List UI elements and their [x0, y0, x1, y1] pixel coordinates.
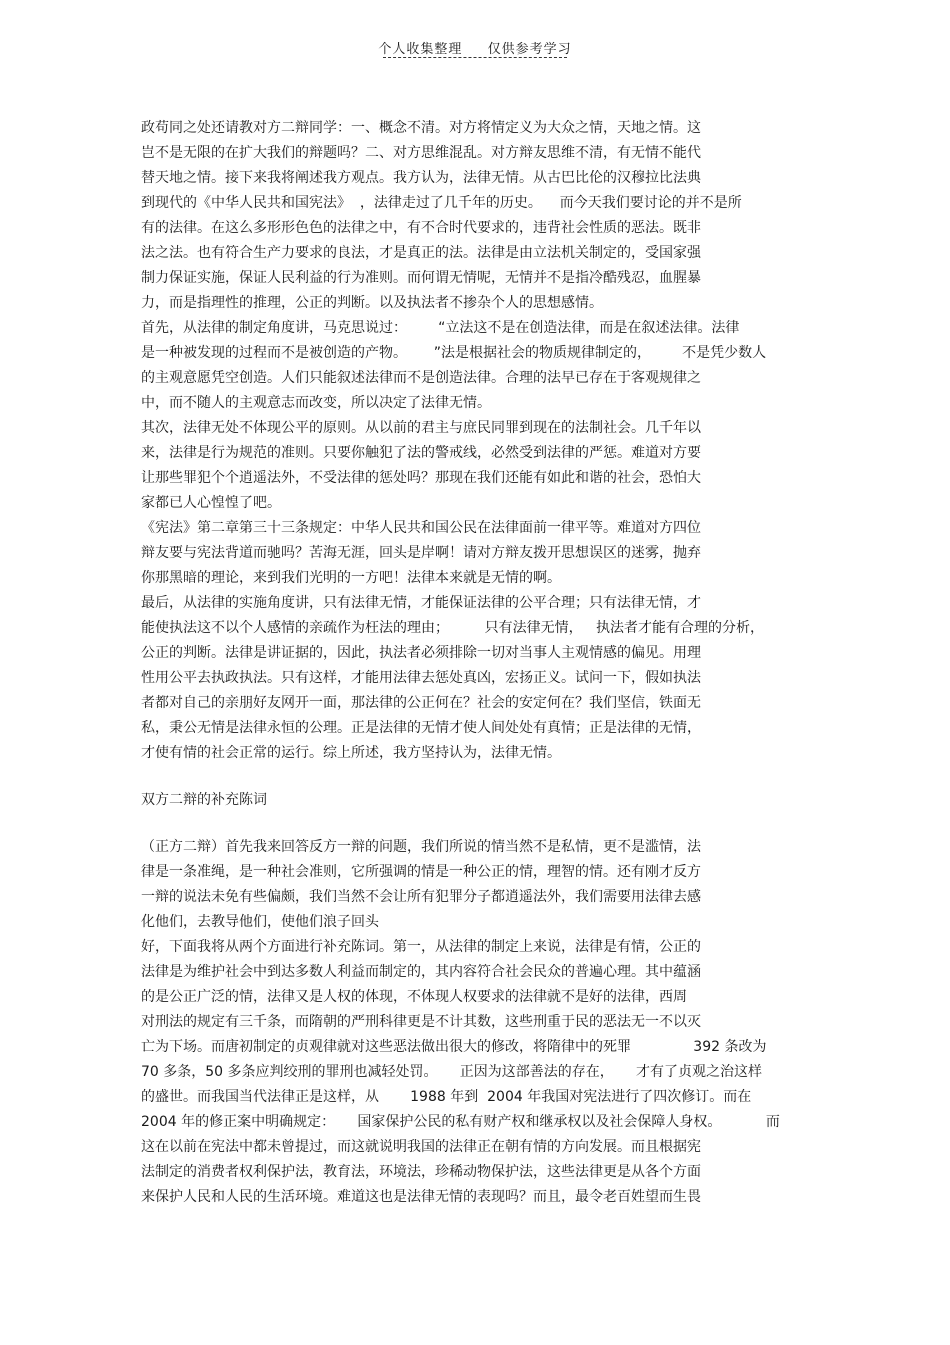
text-line: 岂不是无限的在扩大我们的辩题吗？二、对方思维混乱。对方辩友思维不清，有无情不能代	[141, 145, 701, 161]
text-line: 家都已人心惶惶了吧。	[141, 495, 281, 511]
text-line: 法律是为维护社会中到达多数人利益而制定的，其内容符合社会民众的普遍心理。其中蕴涵	[141, 964, 701, 980]
text-line: 亡为下场。而唐初制定的贞观律就对这些恶法做出很大的修改，将隋律中的死罪 392 条改为	[141, 1039, 767, 1055]
text-line: 化他们，去教导他们，使他们浪子回头	[141, 914, 379, 930]
text-line: 首先，从法律的制定角度讲，马克思说过： “立法这不是在创造法律，而是在叙述法律。法律	[141, 320, 740, 336]
text-line: 私，秉公无情是法律永恒的公理。正是法律的无情才使人间处处有真情；正是法律的无情，	[141, 720, 701, 736]
text-line: 对刑法的规定有三千条，而隋朝的严刑科律更是不计其数，这些刑重于民的恶法无一不以灭	[141, 1014, 701, 1030]
text-line: 者都对自己的亲朋好友网开一面，那法律的公正何在？社会的安定何在？我们坚信，铁面无	[141, 695, 701, 711]
text-line: 公正的判断。法律是讲证据的，因此，执法者必须排除一切对当事人主观情感的偏见。用理	[141, 645, 701, 661]
text-line: 才使有情的社会正常的运行。综上所述，我方坚持认为，法律无情。	[141, 745, 561, 761]
text-line: 政苟同之处还请教对方二辩同学：一、概念不清。对方将情定义为大众之情，天地之情。这	[141, 120, 701, 136]
text-line: 70 多条，50 多条应判绞刑的罪刑也减轻处罚。 正因为这部善法的存在， 才有了贞观之治这样	[141, 1064, 763, 1080]
text-line: 中，而不随人的主观意志而改变，所以决定了法律无情。	[141, 395, 491, 411]
text-line: 的盛世。而我国当代法律正是这样，从 1988 年到 2004 年我国对宪法进行了四次修订。而在	[141, 1089, 752, 1105]
text-line: 法之法。也有符合生产力要求的良法，才是真正的法。法律是由立法机关制定的，受国家强	[141, 245, 701, 261]
text-line: 让那些罪犯个个逍遥法外，不受法律的惩处吗？那现在我们还能有如此和谐的社会，恐怕大	[141, 470, 701, 486]
text-line: 双方二辩的补充陈词	[141, 792, 267, 808]
paragraph-gap	[141, 813, 816, 835]
text-line: 的是公正广泛的情，法律又是人权的体现，不体现人权要求的法律就不是好的法律，西周	[141, 989, 687, 1005]
header-divider	[383, 57, 567, 58]
text-line: 法制定的消费者权利保护法，教育法，环境法，珍稀动物保护法，这些法律更是从各个方面	[141, 1164, 701, 1180]
text-line: 来，法律是行为规范的准则。只要你触犯了法的警戒线，必然受到法律的严惩。难道对方要	[141, 445, 701, 461]
page-header	[0, 38, 950, 57]
text-line: 你那黑暗的理论，来到我们光明的一方吧！法律本来就是无情的啊。	[141, 570, 561, 586]
text-line: 的主观意愿凭空创造。人们只能叙述法律而不是创造法律。合理的法早已存在于客观规律之	[141, 370, 701, 386]
text-line: 替天地之情。接下来我将阐述我方观点。我方认为，法律无情。从古巴比伦的汉穆拉比法典	[141, 170, 701, 186]
text-line: 好，下面我将从两个方面进行补充陈词。第一，从法律的制定上来说，法律是有情，公正的	[141, 939, 701, 955]
paragraph-gap	[141, 766, 816, 788]
text-line: 有的法律。在这么多形形色色的法律之中，有不合时代要求的，违背社会性质的恶法。既非	[141, 220, 701, 236]
text-line: 来保护人民和人民的生活环境。难道这也是法律无情的表现吗？而且，最令老百姓望而生畏	[141, 1189, 701, 1205]
text-line: 最后，从法律的实施角度讲，只有法律无情，才能保证法律的公平合理；只有法律无情，才	[141, 595, 701, 611]
text-line: 2004 年的修正案中明确规定： 国家保护公民的私有财产权和继承权以及社会保障人身权。 而	[141, 1114, 780, 1130]
text-line: 是一种被发现的过程而不是被创造的产物。 ”法是根据社会的物质规律制定的， 不是凭少数人	[141, 345, 767, 361]
text-line: 《宪法》第二章第三十三条规定：中华人民共和国公民在法律面前一律平等。难道对方四位	[141, 520, 701, 536]
header-left-text: 个人收集整理	[378, 42, 463, 57]
text-line: 制力保证实施，保证人民利益的行为准则。而何谓无情呢，无情并不是指冷酷残忍，血腥暴	[141, 270, 701, 286]
text-line: 到现代的《中华人民共和国宪法》 ，法律走过了几千年的历史。 而今天我们要讨论的并不是所	[141, 195, 742, 211]
text-line: 能使执法这不以个人感情的亲疏作为枉法的理由； 只有法律无情， 执法者才能有合理的分析，	[141, 620, 764, 636]
text-line: 辩友要与宪法背道而驰吗？苦海无涯，回头是岸啊！请对方辩友拨开思想误区的迷雾，抛弃	[141, 545, 701, 561]
text-line: 律是一条准绳，是一种社会准则，它所强调的情是一种公正的情，理智的情。还有刚才反方	[141, 864, 701, 880]
text-line: 一辩的说法未免有些偏颇，我们当然不会让所有犯罪分子都逍遥法外，我们需要用法律去感	[141, 889, 701, 905]
header-right-text: 仅供参考学习	[487, 42, 572, 57]
text-line: 这在以前在宪法中都未曾提过，而这就说明我国的法律正在朝有情的方向发展。而且根据宪	[141, 1139, 701, 1155]
text-line: 其次，法律无处不体现公平的原则。从以前的君主与庶民同罪到现在的法制社会。几千年以	[141, 420, 701, 436]
document-body	[141, 116, 816, 1210]
text-line: 力，而是指理性的推理，公正的判断。以及执法者不掺杂个人的思想感情。	[141, 295, 603, 311]
text-line: （正方二辩）首先我来回答反方一辩的问题，我们所说的情当然不是私情，更不是滥情，法	[141, 839, 701, 855]
text-line: 性用公平去执政执法。只有这样，才能用法律去惩处真凶，宏扬正义。试问一下，假如执法	[141, 670, 701, 686]
